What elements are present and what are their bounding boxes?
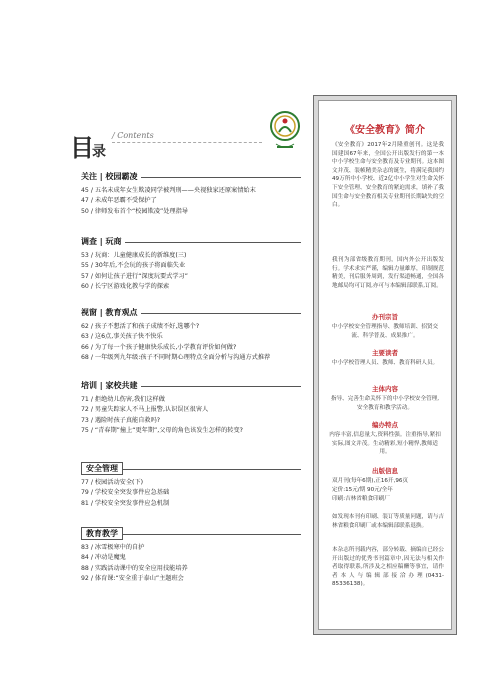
- entry-separator: /: [88, 343, 95, 351]
- entry-separator: /: [88, 489, 95, 497]
- entry-separator: /: [88, 333, 95, 341]
- magazine-intro-box: [313, 95, 457, 635]
- entry-page-number: 62: [81, 323, 89, 330]
- toc-entry[interactable]: [81, 196, 301, 206]
- features-text: 内容丰富,信息量大,资料性强。注重指导,紧扣实际,图文并茂。生动精彩,短小精悍,教师适用。: [329, 432, 441, 456]
- entry-title: 体育课:“安全重于泰山”主题班会: [94, 574, 184, 582]
- toc-entry[interactable]: [81, 553, 301, 563]
- entry-separator: /: [88, 544, 95, 551]
- toc-subtitle: / Contents: [112, 131, 154, 140]
- entry-page-number: 88: [81, 564, 89, 572]
- entry-separator: /: [88, 252, 95, 259]
- quality-note: 如发现本刊有印刷、装订等质量问题，请与吉林省粮食印刷厂或本编辑部联系退换。: [332, 514, 444, 529]
- readers-text: 中小学校管理人员、教师、教育科研人员。: [331, 360, 439, 366]
- entry-separator: /: [88, 396, 95, 403]
- features-heading: 编办特点: [372, 421, 398, 429]
- toc-entry[interactable]: [81, 564, 301, 574]
- entry-page-number: 63: [81, 333, 89, 341]
- entry-title: 为了每一个孩子健康快乐成长,小学教育评价如何做?: [94, 343, 237, 351]
- toc-section: [81, 380, 301, 436]
- entry-title: 长宁区游戏化教与学的探索: [94, 282, 170, 290]
- entry-page-number: 71: [81, 396, 89, 403]
- pub-line-2: 定价:15元/期 90元/全年: [332, 487, 393, 493]
- magazine-logo-icon: [268, 110, 302, 154]
- entry-page-number: 79: [81, 489, 89, 497]
- section-header: [81, 528, 301, 540]
- entry-separator: /: [88, 323, 95, 330]
- intro-box-inner: [318, 100, 452, 630]
- entry-page-number: 73: [81, 416, 89, 424]
- pub-line-1: 双月刊(每年6期),正16开,96页: [332, 478, 409, 484]
- toc-entry[interactable]: [81, 353, 301, 363]
- section-title: 关注 | 校园霸凌: [81, 171, 141, 183]
- content-heading: 主体内容: [372, 385, 398, 393]
- toc-section: [81, 463, 301, 509]
- toc-entry[interactable]: [81, 207, 301, 217]
- toc-entry[interactable]: [81, 426, 301, 436]
- copyright-note: 本杂志所刊载内容，部分转载、摘编自已经公开出版过的优秀书刊篇章中,因无法与相关作者取得联系,所涉及之相应稿酬等事宜，请作者本人与编辑部接洽办理(0431-85336138)。: [332, 547, 444, 588]
- entry-separator: /: [88, 197, 95, 205]
- entry-page-number: 75: [81, 426, 89, 434]
- entry-title: 这6点,事关孩子快不快乐: [94, 333, 163, 341]
- entry-title: 律师发布首个“校园欺凌”处理指导: [94, 207, 188, 215]
- pub-line-3: 印刷:吉林省粮食印刷厂: [332, 496, 390, 502]
- entry-page-number: 84: [81, 554, 89, 562]
- toc-entry[interactable]: [81, 574, 301, 584]
- entry-title: 男童失踪家人不马上报警,认识误区很害人: [94, 406, 209, 414]
- entry-separator: /: [88, 207, 95, 215]
- toc-entry[interactable]: [81, 488, 301, 498]
- entry-separator: /: [88, 479, 95, 486]
- purpose-text: 中小学校安全管理指导、教师培训、招贤交流、科学普及、成果推广。: [331, 324, 439, 339]
- entry-page-number: 83: [81, 544, 89, 551]
- entry-separator: /: [88, 406, 95, 414]
- entry-title: 遇险时孩子真能自救吗?: [94, 416, 161, 424]
- entry-title: 如何让孩子进行“深度玩要式学习”: [94, 272, 188, 280]
- entry-page-number: 77: [81, 479, 89, 486]
- intro-paragraph-2: 我刊为部省级教育期刊，国内外公开出版发行。学术求实严谨，编辑力量雄厚，印制规范精美，刊后服务周到，发行渠道畅通，全国各地邮局均可订阅,亦可与本编辑部联系,订阅。: [332, 257, 444, 289]
- toc-entry[interactable]: [81, 272, 301, 282]
- section-title: 视窗 | 教育观点: [81, 307, 141, 319]
- toc-title: [70, 128, 104, 163]
- entry-separator: /: [88, 353, 95, 361]
- entry-title: 30年后,不会玩的孩子将面临失业: [94, 262, 186, 270]
- section-title: 教育教学: [81, 527, 123, 540]
- section-header: [81, 307, 301, 319]
- entry-title: 未成年恶霸不受保护了: [94, 197, 157, 205]
- section-header: [81, 463, 301, 475]
- entry-separator: /: [88, 564, 95, 572]
- entry-separator: /: [88, 499, 95, 507]
- entry-title: 玩商：儿童健康成长的新维度(三): [94, 252, 187, 259]
- toc-section: [81, 236, 301, 292]
- toc-entry[interactable]: [81, 499, 301, 509]
- entry-page-number: 72: [81, 406, 89, 414]
- entry-separator: /: [88, 282, 95, 290]
- toc-section: [81, 171, 301, 217]
- toc-entry[interactable]: [81, 416, 301, 426]
- toc-entry[interactable]: [81, 282, 301, 292]
- entry-page-number: 60: [81, 282, 89, 290]
- section-header: [81, 380, 301, 392]
- toc-entry[interactable]: [81, 251, 301, 261]
- entry-page-number: 53: [81, 252, 89, 259]
- toc-entry[interactable]: [81, 405, 301, 415]
- toc-entry[interactable]: [81, 395, 301, 405]
- section-header: [81, 171, 301, 183]
- entry-title: 五名未成年女生欺凌同学被判刑——央视独家还原案情始末: [94, 187, 256, 194]
- entry-page-number: 68: [81, 353, 89, 361]
- entry-separator: /: [88, 272, 95, 280]
- entry-title: “青春期”撞上“更年期”,父母的角色该发生怎样的转变?: [94, 426, 243, 434]
- entry-page-number: 47: [81, 197, 89, 205]
- purpose-heading: 办刊宗旨: [372, 313, 398, 321]
- toc-entry[interactable]: [81, 186, 301, 196]
- entry-title: 拒绝幼儿伤害,我们这样做: [94, 396, 165, 403]
- intro-title: 《安全教育》简介: [345, 125, 425, 136]
- toc-list: [81, 543, 301, 584]
- publication-heading: 出版信息: [372, 467, 398, 475]
- toc-list: [81, 251, 301, 292]
- section-title: 培训 | 家校共建: [81, 380, 141, 392]
- toc-list: [81, 395, 301, 436]
- entry-page-number: 92: [81, 574, 89, 582]
- entry-page-number: 66: [81, 343, 89, 351]
- toc-list: [81, 186, 301, 217]
- toc-section: [81, 307, 301, 363]
- entry-separator: /: [88, 554, 95, 562]
- toc-title-small: 录: [92, 144, 104, 160]
- toc-list: [81, 322, 301, 363]
- content-text: 指导、完善生命关怀下的中小学校安全管理,安全教育和教学活动。: [330, 396, 440, 411]
- entry-page-number: 81: [81, 499, 89, 507]
- toc-entry[interactable]: [81, 478, 301, 488]
- entry-title: 孩子不想活了和孩子成绩不好,选哪个?: [94, 323, 200, 330]
- entry-separator: /: [88, 574, 95, 582]
- entry-separator: /: [88, 426, 95, 434]
- header-rule: [112, 142, 262, 143]
- entry-title: 学校安全突发事件应急机制: [94, 499, 170, 507]
- entry-title: 校园活动安全(下): [94, 479, 144, 486]
- entry-page-number: 55: [81, 262, 89, 270]
- entry-page-number: 57: [81, 272, 89, 280]
- entry-title: 实践活动课中的安全应用技能培养: [94, 564, 188, 572]
- section-title: 安全管理: [81, 462, 123, 475]
- entry-separator: /: [88, 262, 95, 270]
- toc-section: [81, 528, 301, 584]
- toc-title-big: 目: [70, 134, 92, 162]
- entry-title: 冲动是魔鬼: [94, 554, 126, 562]
- readers-heading: 主要读者: [372, 349, 398, 357]
- entry-title: 一年级列九年级:孩子不同时期心理特点全面分析与沟通方式推荐: [94, 353, 271, 361]
- entry-title: 冰雪极寒中的自护: [94, 544, 145, 551]
- toc-entry[interactable]: [81, 343, 301, 353]
- toc-entry[interactable]: [81, 332, 301, 342]
- section-title: 调查 | 玩商: [81, 236, 125, 248]
- entry-page-number: 50: [81, 207, 89, 215]
- section-header: [81, 236, 301, 248]
- toc-list: [81, 478, 301, 509]
- entry-separator: /: [88, 416, 95, 424]
- toc-entry[interactable]: [81, 322, 301, 332]
- intro-paragraph-1: 《安全教育》2017年2月隆重创刊。这是我国建国67年来，全国公开出版发行的第一本中小学校生命与安全教育及专业期刊。这本图文并茂、装帧精美杂志的诞生，将满足我国约49万所中小学校、近2亿中小学生对生命关怀下安全管理、安全教育的紧迫需求，填补了我国生命与安全教育相关专业期刊长期缺失的空白。: [332, 142, 444, 209]
- toc-entry[interactable]: [81, 261, 301, 271]
- entry-page-number: 45: [81, 187, 89, 194]
- toc-entry[interactable]: [81, 543, 301, 553]
- entry-separator: /: [88, 187, 95, 194]
- entry-title: 学校安全突发事件应急基础: [94, 489, 170, 497]
